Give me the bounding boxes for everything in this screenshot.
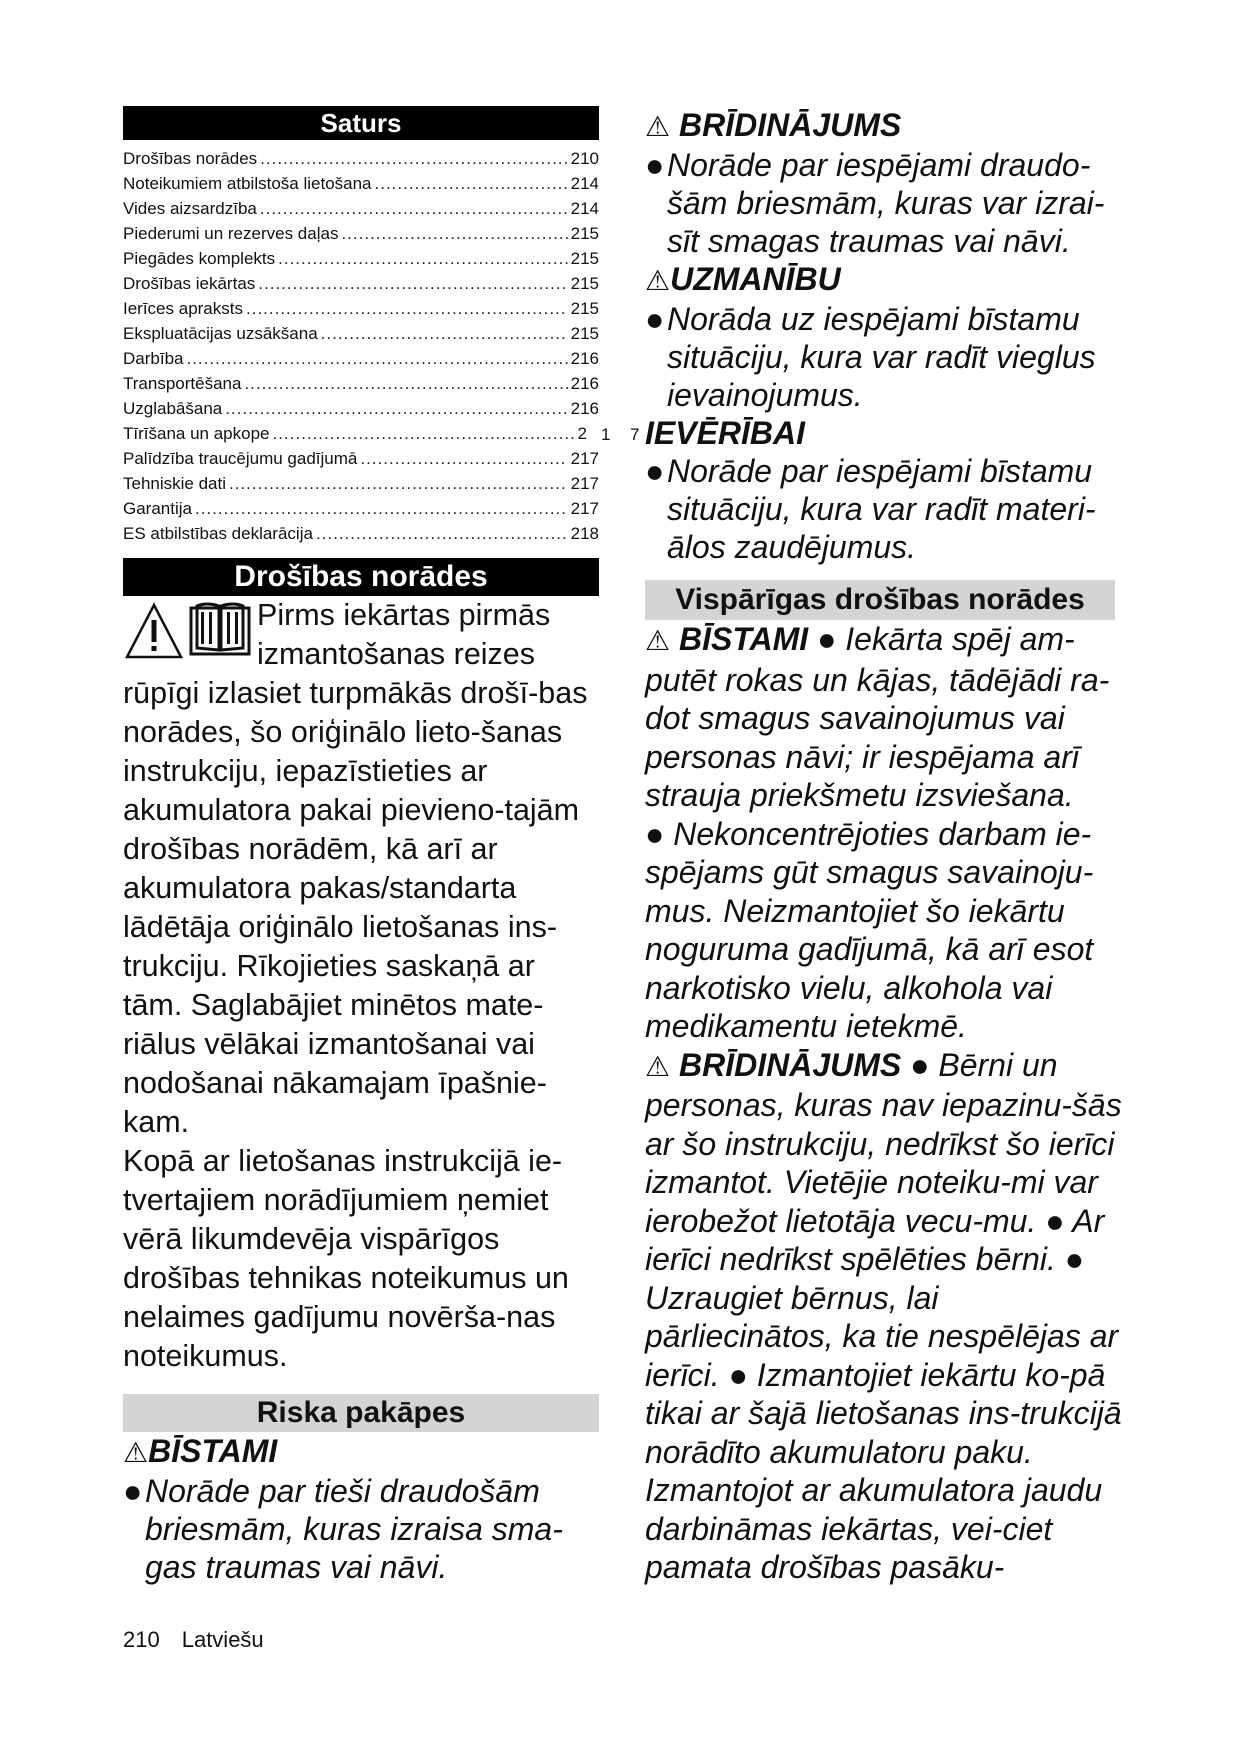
toc-item[interactable]: Piederumi un rezerves daļas ..... 215 [123,221,599,246]
toc-item[interactable]: Tīrīšana un apkope ..... 2 [123,421,599,446]
danger-text: ●Norāde par tieši draudošām briesmām, kuras izraisa sma-gas traumas vai nāvi. [123,1473,563,1585]
safety-heading: Drošības norādes [123,558,599,596]
bullet-icon: ● [645,453,665,489]
caution-text: ●Norāda uz iespējami bīstamu situāciju, kura var radīt vieglus ievainojumus. [645,301,1096,413]
toc-item[interactable]: Transportēšana ..... 216 [123,371,599,396]
bullet-icon: ● [645,301,665,337]
right-column [645,106,1127,1587]
page-number: 210 [123,1627,160,1652]
bullet-icon: ● [1045,1202,1065,1239]
toc-item[interactable]: Tehniskie dati ..... 217 [123,471,599,496]
warning-icon: ⚠ [123,1437,149,1468]
general-p6: Izmantojiet iekārtu ko-pā tikai ar šajā lietošanas ins-trukcijā norādīto akumulatoru paku. Izmantojot ar akumulatora jaudu darbināmas iekārtas, vei-ciet pamata drošības pasāku- [645,1356,1122,1585]
intro-paragraph: rūpīgi izlasiet turpmākās drošī-bas norādes, šo oriģinālo lieto-šanas instrukciju, iepazīstieties ar akumulatora pakai pievieno-tajām drošības norādēm, kā arī ar akumulatora pakas/standarta lādētāja oriģinālo lietošanas ins-trukciju. Rīkojieties saskaņā ar tām. Saglabājiet minētos mate-riālus vēlākai izmantošanai vai nodošanai nākamajam īpašnie-kam. [123,676,588,1139]
notice-text: ●Norāde par iespējami bīstamu situāciju, kura var radīt materi-ālos zaudējumus. [645,453,1096,565]
warning-icon: ⚠ [645,265,671,296]
general-p3: Bērni un personas, kuras nav iepazinu-šās ar šo instrukciju, nedrīkst šo ierīci izmantot. Vietējie noteiku-mi var ierobežot lietotāja vecu-mu. [645,1046,1122,1239]
manual-book-icon [189,600,251,658]
toc-item[interactable]: Uzglabāšana ..... 216 [123,396,599,421]
general-p1: Iekārta spēj am-putēt rokas un kājas, tādējādi ra-dot smagus savainojumus vai personas nāvi; ir iespējama arī strauja priekšmetu izsviešana. [645,621,1110,813]
language-label: Latviešu [181,1627,264,1652]
toc-item[interactable]: Noteikumiem atbilstoša lietošana ..... 214 [123,171,599,196]
warning-title: ⚠ BRĪDINĀJUMS [645,107,902,143]
toc-item[interactable]: Garantija ..... 217 [123,496,599,521]
toc-item[interactable]: Ierīces apraksts ..... 215 [123,296,599,321]
table-of-contents [123,146,599,546]
toc-item[interactable]: Piegādes komplekts ..... 215 [123,246,599,271]
warning-icon: ⚠ [645,1050,671,1082]
warning-triangle-icon [125,602,183,660]
stray-digit: 1 [601,425,611,444]
bullet-icon: ● [123,1473,143,1509]
rules-paragraph: Kopā ar lietošanas instrukcijā ie-tvertajiem norādījumiem ņemiet vērā likumdevēja vispārīgos drošības tehnikas noteikumus un nelaimes gadījumu novērša-nas noteikumus. [123,1144,569,1373]
bullet-icon: ● [645,147,665,183]
stray-digit: 7 [630,425,640,444]
bullet-icon: ● [910,1046,930,1083]
warning-icon: ⚠ [645,625,671,656]
left-column [123,106,599,1586]
toc-item[interactable]: Drošības norādes ..... 210 [123,146,599,171]
general-p5: Uzraugiet bērnus, lai pārliecinātos, ka tie nespēlējas ar ierīci. [645,1279,1119,1393]
general-safety-text [645,620,1127,1587]
intro-line-1: Pirms iekārtas pirmās [257,598,551,632]
page-footer [123,1627,286,1653]
general-safety-heading: Vispārīgas drošības norādes [645,580,1115,620]
toc-heading: Saturs [123,106,599,140]
toc-item[interactable]: Vides aizsardzība ..... 214 [123,196,599,221]
caution-title: ⚠UZMANĪBU [645,261,841,297]
notice-title: IEVĒRĪBAI [645,415,806,451]
general-p4: Ar ierīci nedrīkst spēlēties bērni. [645,1202,1105,1277]
toc-item[interactable]: Drošības iekārtas ..... 215 [123,271,599,296]
toc-item[interactable]: Palīdzība traucējumu gadījumā ..... 217 [123,446,599,471]
bullet-icon: ● [645,815,665,852]
safety-intro [123,596,599,1376]
bullet-icon: ● [817,621,837,657]
danger-title: ⚠BĪSTAMI [123,1433,278,1469]
general-p2: Nekoncentrējoties darbam ie-spējams gūt smagus savainoju-mus. Neizmantojiet šo iekārtu noguruma gadījumā, kā arī esot narkotisko vielu, alkohola vai medikamentu ietekmē. [645,815,1094,1044]
bullet-icon: ● [728,1356,748,1393]
bullet-icon: ● [1064,1241,1085,1277]
risk-levels-heading: Riska pakāpes [123,1394,599,1432]
warning-label: BRĪDINĀJUMS [679,1046,902,1083]
danger-label: BĪSTAMI [679,621,809,657]
toc-item[interactable]: ES atbilstības deklarācija ..... 218 [123,521,599,546]
warning-text: ●Norāde par iespējami draudo-šām briesmām, kuras var izrai-sīt smagas traumas vai nāvi. [645,147,1105,259]
intro-line-2: izmantošanas reizes [257,637,536,671]
warning-icon: ⚠ [645,111,671,142]
intro-icons [123,596,257,672]
toc-item[interactable]: Darbība ..... 216 [123,346,599,371]
toc-item[interactable]: Ekspluatācijas uzsākšana ..... 215 [123,321,599,346]
